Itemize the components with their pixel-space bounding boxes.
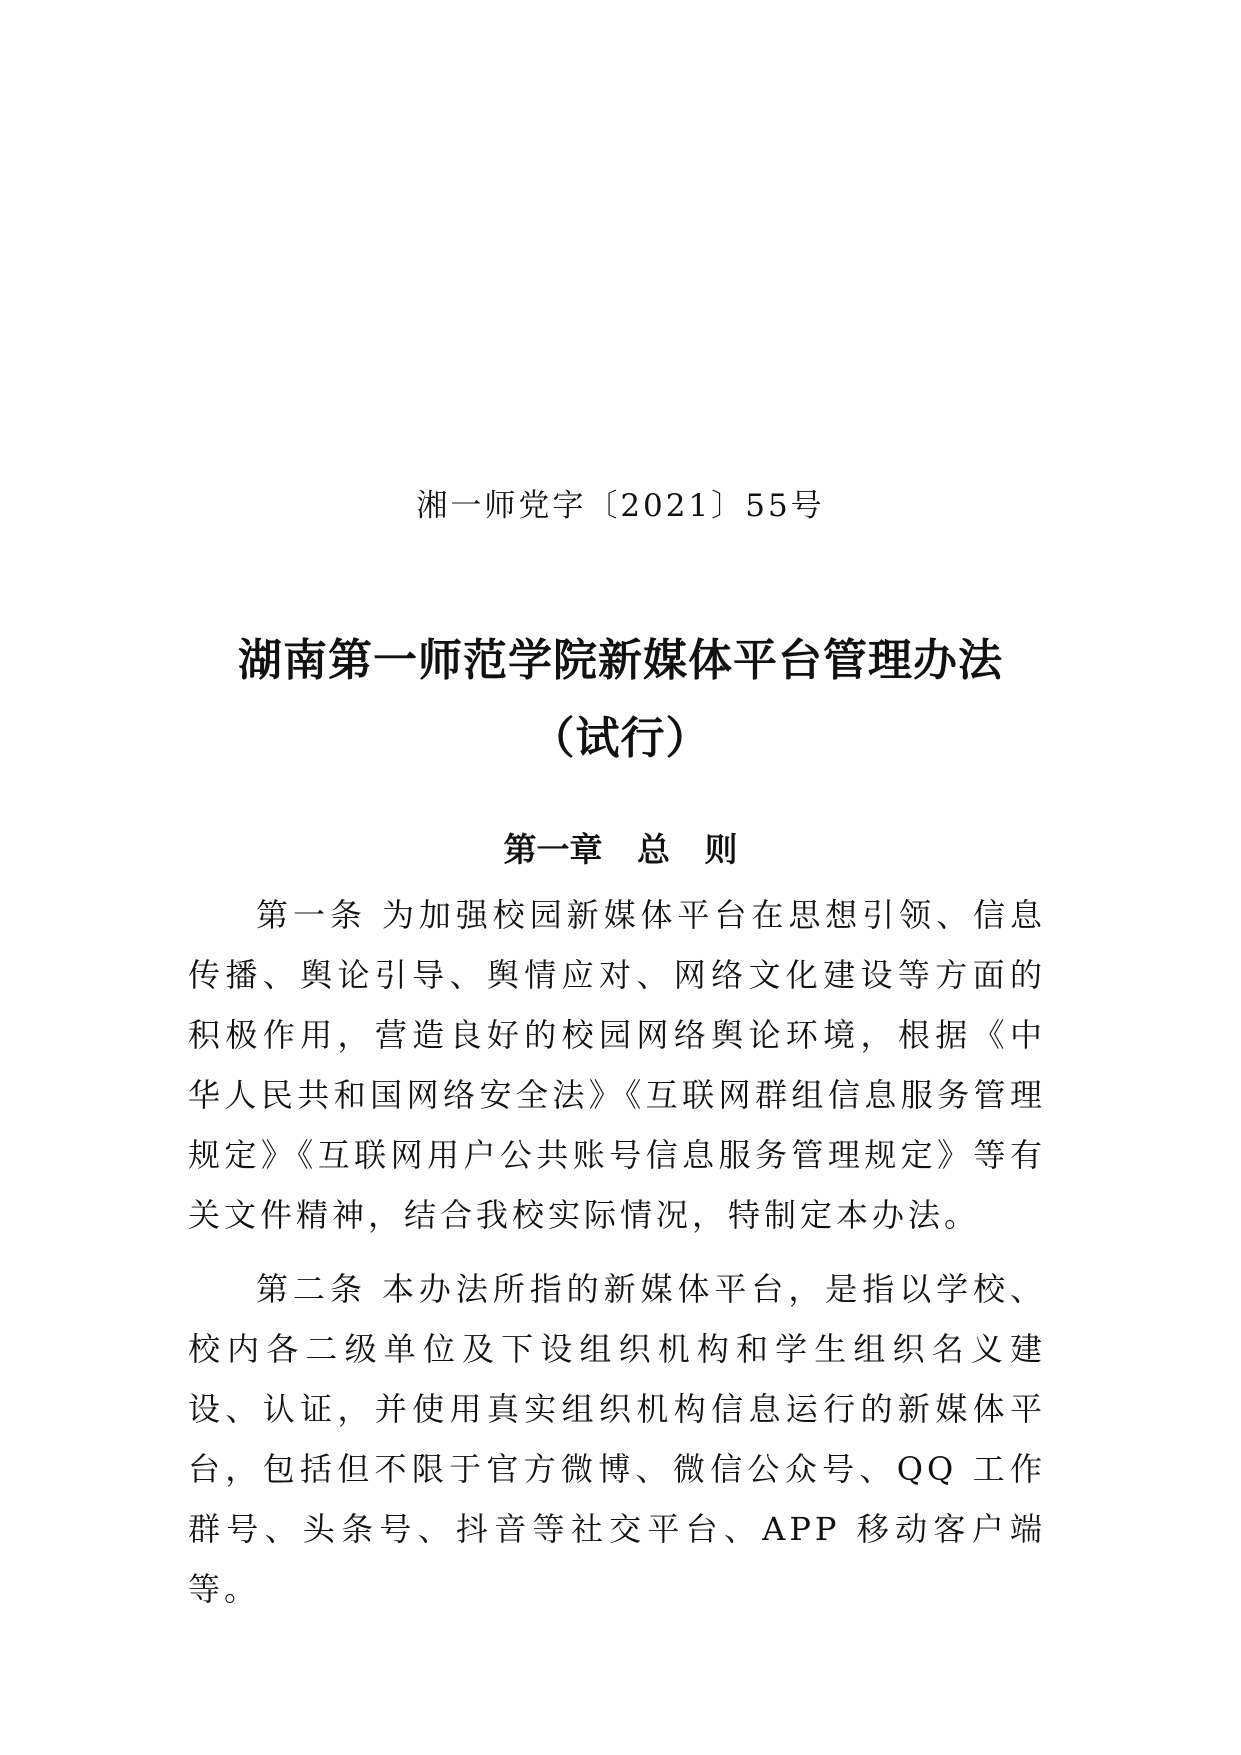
document-title-block	[0, 628, 1241, 772]
chapter-heading: 第一章 总 则	[503, 830, 738, 869]
article-1: 第一条 为加强校园新媒体平台在思想引领、信息传播、舆论引导、舆情应对、网络文化建设等方面的积极作用，营造良好的校园网络舆论环境，根据《中华人民共和国网络安全法》《互联网群组信息服务管理规定》《互联网用户公共账号信息服务管理规定》等有关文件精神，结合我校实际情况，特制定本办法。	[188, 896, 1046, 1234]
document-title: 湖南第一师范学院新媒体平台管理办法	[238, 635, 1003, 686]
document-subtitle: （试行）	[530, 713, 711, 764]
document-number: 湘一师党字〔2021〕55号	[416, 488, 825, 524]
document-body	[188, 885, 1046, 1633]
article-2: 第二条 本办法所指的新媒体平台，是指以学校、校内各二级单位及下设组织机构和学生组织名义建设、认证，并使用真实组织机构信息运行的新媒体平台，包括但不限于官方微博、微信公众号、QQ 工作群号、头条号、抖音等社交平台、APP 移动客户端等。	[188, 1270, 1046, 1608]
